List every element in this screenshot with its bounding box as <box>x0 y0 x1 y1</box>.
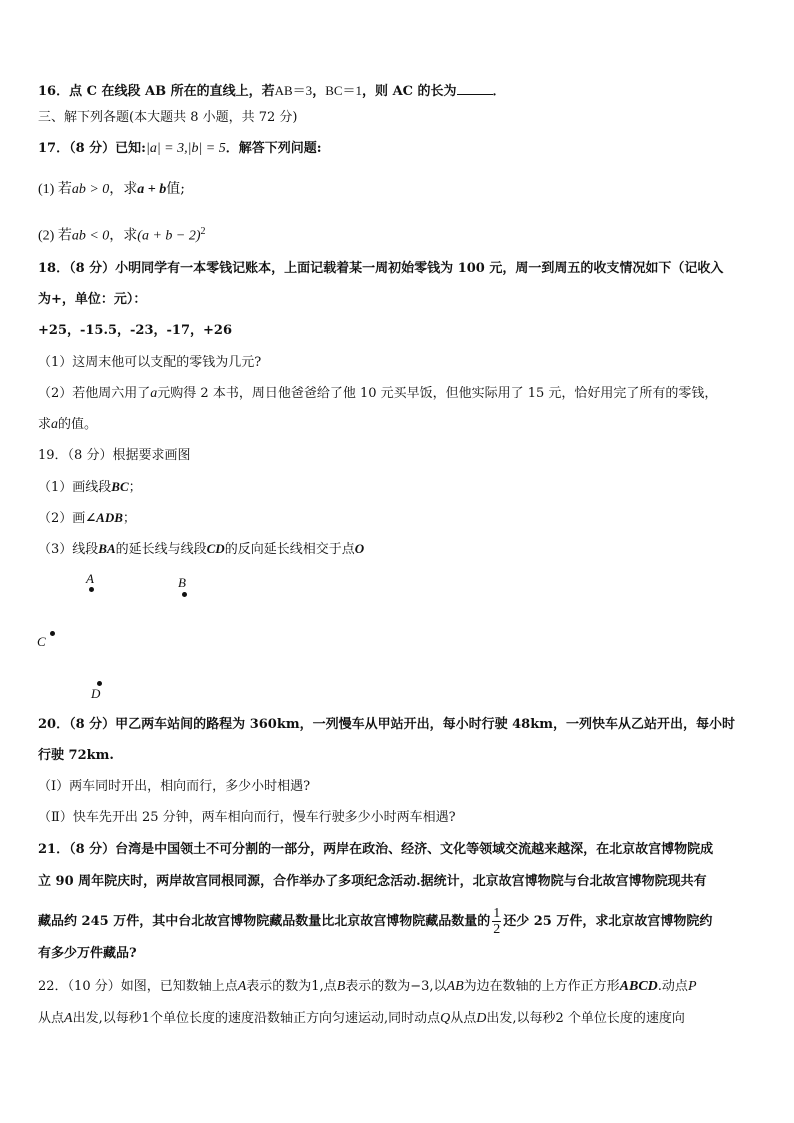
question-18-part-2-cont <box>38 416 97 434</box>
q16-ab-eq: AB＝3 <box>274 83 313 98</box>
answer-blank[interactable] <box>457 82 493 95</box>
q18-var-a-2: a <box>51 417 59 432</box>
q17-p1-cond: ab > 0 <box>71 182 110 197</box>
question-21-line-3 <box>38 906 712 937</box>
q19-p3c: 的反向延长线相交于点 <box>224 542 355 557</box>
q22-l1b: 表示的数为1,点 <box>246 979 337 994</box>
q21-l3b: 还少 25 万件，求北京故宫博物院约 <box>503 914 713 929</box>
q22-point-a: A <box>237 979 247 994</box>
q18-l6a: 求 <box>38 417 52 432</box>
q17-p1-b: ，求 <box>109 181 138 197</box>
q16-suffix2: ． <box>492 84 506 99</box>
point-d <box>97 681 102 686</box>
point-b <box>182 592 187 597</box>
q22-segment-ab: AB <box>446 979 464 994</box>
point-a <box>89 587 94 592</box>
question-17-part-1 <box>38 180 185 199</box>
question-20-part-1: （Ⅰ）两车同时开出，相向而行，多少小时相遇? <box>38 779 311 794</box>
question-17-part-2 <box>38 223 206 246</box>
q21-l3a: 藏品约 245 万件，其中台北故宫博物院藏品数量比北京故宫博物院藏品数量的 <box>38 914 491 929</box>
q17-condition: |a| = 3,|b| = 5 <box>145 141 226 156</box>
q19-p3b: 的延长线与线段 <box>115 542 207 557</box>
q19-p1-segment: BC <box>111 479 129 494</box>
q22-l2a: 从点 <box>38 1011 65 1026</box>
q22-square: ABCD <box>619 979 658 994</box>
q17-p2-a: (2) 若 <box>38 228 72 244</box>
q16-suffix: ，则 AC 的长为 <box>362 84 457 99</box>
question-20-part-2: （Ⅱ）快车先开出 25 分钟，两车相向而行，慢车行驶多少小时两车相遇? <box>38 810 456 825</box>
q17-p1-expr: a + b <box>137 182 167 197</box>
q16-prefix: 16．点 C 在线段 AB 所在的直线上，若 <box>38 84 275 99</box>
question-21-line-1: 21．（8 分）台湾是中国领土不可分割的一部分，两岸在政治、经济、文化等领域交流越来越深，在北京故宫博物院成 <box>38 842 714 857</box>
question-18-part-1: （1）这周末他可以支配的零钱为几元? <box>38 355 262 370</box>
q22-l2d: 出发,以每秒2 个单位长度的速度向 <box>486 1011 685 1026</box>
fraction-denominator: 2 <box>493 922 501 937</box>
q22-l2b: 出发,以每秒1个单位长度的速度沿数轴正方向匀速运动,同时动点 <box>72 1011 441 1026</box>
q17-p1-c: 值; <box>166 181 185 197</box>
fraction-one-half <box>492 906 501 937</box>
question-18-part-2 <box>38 385 717 403</box>
q19-p3-cd: CD <box>206 541 225 556</box>
q17-head: 17．（8 分）已知: <box>38 141 146 156</box>
q16-bc-eq: BC＝1 <box>325 83 363 98</box>
q22-l1a: 22．（10 分）如图，已知数轴上点 <box>38 979 238 994</box>
q16-sep: ， <box>312 84 326 99</box>
section-heading: 三、解下列各题(本大题共 8 小题，共 72 分) <box>38 110 298 125</box>
question-19-part-1 <box>38 478 142 497</box>
point-c-label: C <box>37 634 46 649</box>
question-19-head: 19．（8 分）根据要求画图 <box>38 448 191 463</box>
q19-p1b: ； <box>128 480 142 495</box>
q19-p2b: ； <box>122 511 136 526</box>
point-c <box>50 631 55 636</box>
point-a-label: A <box>86 571 94 586</box>
q22-l1e: .动点 <box>657 979 688 994</box>
q22-point-q: Q <box>440 1011 451 1026</box>
question-22-line-1 <box>38 978 697 996</box>
q22-l2c: 从点 <box>450 1011 477 1026</box>
question-19-part-3 <box>38 540 364 559</box>
q22-point-d: D <box>476 1011 487 1026</box>
q22-point-b: B <box>336 979 346 994</box>
question-21-line-4: 有多少万件藏品? <box>38 946 137 961</box>
question-20-line-2: 行驶 72km. <box>38 748 114 763</box>
q18-l5a: （2）若他周六用了 <box>38 386 151 401</box>
q22-point-a-2: A <box>64 1011 73 1026</box>
q17-tail: ．解答下列问题: <box>225 141 322 156</box>
q22-l1c: 表示的数为−3,以 <box>345 979 447 994</box>
q17-p2-exponent: 2 <box>200 226 206 237</box>
q17-p2-cond: ab < 0 <box>71 228 110 244</box>
question-22-line-2 <box>38 1010 685 1028</box>
question-21-line-2: 立 90 周年院庆时，两岸故宫同根同源，合作举办了多项纪念活动.据统计，北京故宫博物院与台北故宫博物院现共有 <box>38 874 707 889</box>
q19-p3-o: O <box>354 541 365 556</box>
question-18-values: +25，-15.5，-23，-17，+26 <box>38 323 232 338</box>
question-19-part-2 <box>38 509 136 528</box>
q19-p3-ba: BA <box>98 541 116 556</box>
point-d-label: D <box>91 686 101 701</box>
question-18-line-2: 为+，单位：元）： <box>38 292 147 307</box>
q17-p2-b: ，求 <box>109 227 138 244</box>
q17-p2-expr: (a + b − 2) <box>137 228 201 244</box>
point-b-label: B <box>178 575 186 590</box>
question-20-line-1: 20．（8 分）甲乙两车站间的路程为 360km，一列慢车从甲站开出，每小时行驶 48km，一列快车从乙站开出，每小时 <box>38 717 735 732</box>
q18-var-a: a <box>150 386 158 401</box>
q17-p1-a: (1) 若 <box>38 182 72 197</box>
q22-l1d: 为边在数轴的上方作正方形 <box>463 979 620 994</box>
question-18-line-1: 18．（8 分）小明同学有一本零钱记账本，上面记载着某一周初始零钱为 100 元，周一到周五的收支情况如下（记收入 <box>38 261 724 276</box>
q18-l6b: 的值。 <box>58 417 98 432</box>
q19-p2a: （2）画 <box>38 511 86 526</box>
q18-l5b: 元购得 2 本书，周日他爸爸给了他 10 元买早饭，但他实际用了 15 元，恰好用完了所有的零钱， <box>157 386 718 401</box>
q22-point-p: P <box>687 979 697 994</box>
question-16 <box>38 82 506 101</box>
fraction-numerator: 1 <box>493 906 501 921</box>
question-17 <box>38 140 322 158</box>
q19-p2-angle: ∠ADB <box>85 510 123 525</box>
q19-p1a: （1）画线段 <box>38 480 112 495</box>
q19-p3a: （3）线段 <box>38 542 99 557</box>
